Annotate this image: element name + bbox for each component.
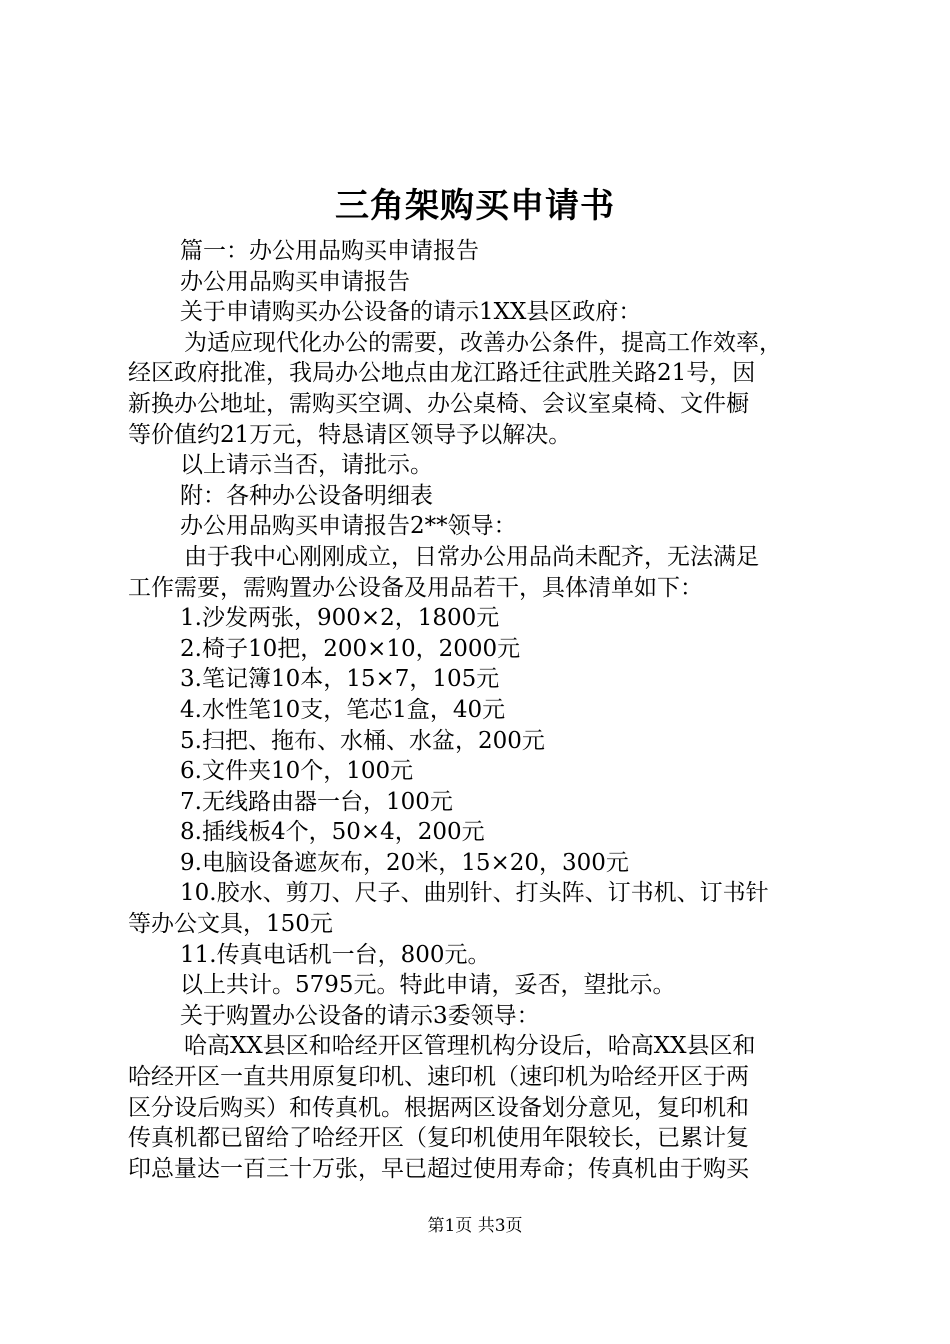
list-item: 7.无线路由器一台，100元	[180, 788, 453, 815]
paragraph-line: 关于申请购买办公设备的请示1XX县区政府：	[180, 299, 642, 326]
list-item: 等办公文具，150元	[128, 911, 333, 938]
paragraph-line: 经区政府批准，我局办公地点由龙江路迁往武胜关路21号，因	[128, 360, 756, 387]
paragraph-line: 工作需要，需购置办公设备及用品若干，具体清单如下：	[128, 574, 703, 601]
paragraph-line: 附：各种办公设备明细表	[180, 482, 433, 509]
paragraph-line: 办公用品购买申请报告	[180, 268, 410, 295]
list-item: 10.胶水、剪刀、尺子、曲别针、打头阵、订书机、订书针	[180, 880, 769, 907]
list-item: 8.插线板4个，50×4，200元	[180, 819, 485, 846]
paragraph-line: 以上请示当否，请批示。	[180, 452, 433, 479]
paragraph-line: 印总量达一百三十万张，早已超过使用寿命；传真机由于购买	[128, 1155, 749, 1182]
paragraph-line: 哈高XX县区和哈经开区管理机构分设后，哈高XX县区和	[184, 1033, 756, 1060]
paragraph-line: 新换办公地址，需购买空调、办公桌椅、会议室桌椅、文件橱	[128, 390, 749, 417]
paragraph-line: 等价值约21万元，特恳请区领导予以解决。	[128, 421, 572, 448]
paragraph-line: 关于购置办公设备的请示3委领导：	[180, 1002, 540, 1029]
list-item: 3.笔记簿10本，15×7，105元	[180, 666, 500, 693]
paragraph-line: 由于我中心刚刚成立，日常办公用品尚未配齐，无法满足	[184, 543, 759, 570]
paragraph-line: 为适应现代化办公的需要，改善办公条件，提高工作效率，	[184, 329, 782, 356]
list-item: 2.椅子10把，200×10，2000元	[180, 635, 521, 662]
paragraph-line: 哈经开区一直共用原复印机、速印机（速印机为哈经开区于两	[128, 1064, 749, 1091]
paragraph-line: 以上共计。5795元。特此申请，妥否，望批示。	[180, 972, 676, 999]
list-item: 9.电脑设备遮灰布，20米，15×20，300元	[180, 849, 629, 876]
document-title: 三角架购买申请书	[335, 186, 615, 226]
list-item: 4.水性笔10支，笔芯1盒，40元	[180, 696, 506, 723]
paragraph-line: 办公用品购买申请报告2**领导：	[180, 513, 517, 540]
list-item: 1.沙发两张，900×2，1800元	[180, 605, 500, 632]
list-item: 6.文件夹10个，100元	[180, 758, 414, 785]
list-item: 5.扫把、拖布、水桶、水盆，200元	[180, 727, 545, 754]
list-item: 11.传真电话机一台，800元。	[180, 941, 491, 968]
paragraph-line: 区分设后购买）和传真机。根据两区设备划分意见，复印机和	[128, 1094, 749, 1121]
page-footer: 第1页 共3页	[427, 1216, 523, 1236]
paragraph-line: 传真机都已留给了哈经开区（复印机使用年限较长，已累计复	[128, 1125, 749, 1152]
document-body	[128, 236, 834, 1184]
paragraph-line: 篇一：办公用品购买申请报告	[180, 238, 479, 264]
